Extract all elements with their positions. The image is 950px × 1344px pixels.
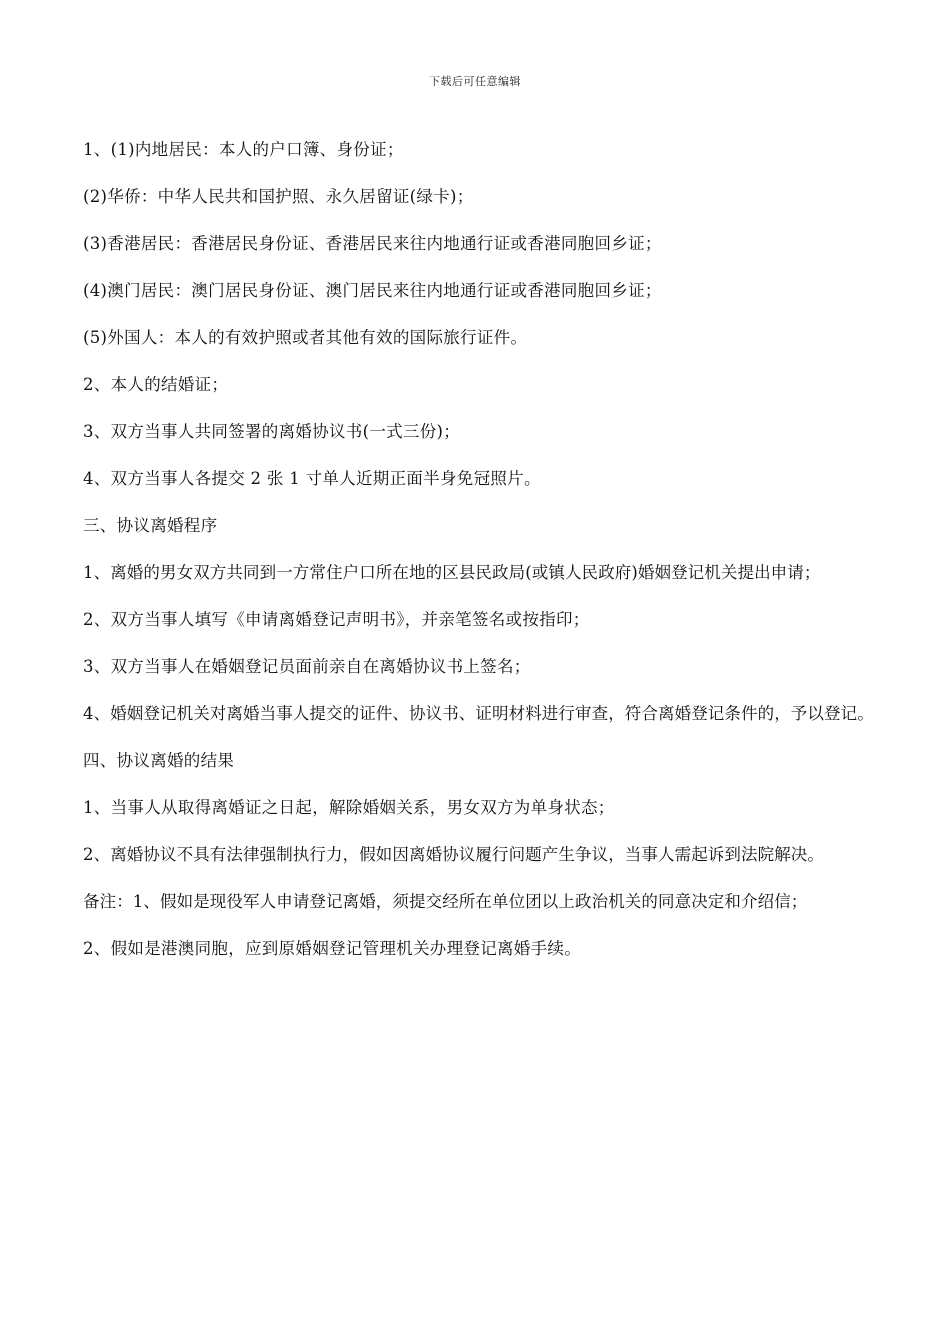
paragraph-result-enforcement: 2、离婚协议不具有法律强制执行力，假如因离婚协议履行问题产生争议，当事人需起诉到法院解决。 <box>83 845 824 864</box>
paragraph-note-military: 备注：1、假如是现役军人申请登记离婚，须提交经所在单位团以上政治机关的同意决定和介绍信； <box>83 892 808 911</box>
paragraph-procedure-apply: 1、离婚的男女双方共同到一方常住户口所在地的区县民政局(或镇人民政府)婚姻登记机关提出申请； <box>83 563 821 582</box>
paragraph-id-hongkong: (3)香港居民：香港居民身份证、香港居民来往内地通行证或香港同胞回乡证； <box>83 234 662 253</box>
section-heading-procedure: 三、协议离婚程序 <box>83 516 218 535</box>
paragraph-id-overseas-chinese: (2)华侨：中华人民共和国护照、永久居留证(绿卡)； <box>83 187 474 206</box>
section-heading-result: 四、协议离婚的结果 <box>83 751 235 770</box>
paragraph-procedure-review: 4、婚姻登记机关对离婚当事人提交的证件、协议书、证明材料进行审查，符合离婚登记条件的，予以登记。 <box>83 704 874 723</box>
paragraph-id-macau: (4)澳门居民：澳门居民身份证、澳门居民来往内地通行证或香港同胞回乡证； <box>83 281 662 300</box>
paragraph-id-foreigner: (5)外国人：本人的有效护照或者其他有效的国际旅行证件。 <box>83 328 528 347</box>
paragraph-procedure-declaration: 2、双方当事人填写《申请离婚登记声明书》，并亲笔签名或按指印； <box>83 610 590 629</box>
paragraph-procedure-sign: 3、双方当事人在婚姻登记员面前亲自在离婚协议书上签名； <box>83 657 531 676</box>
paragraph-note-hk-macau: 2、假如是港澳同胞，应到原婚姻登记管理机关办理登记离婚手续。 <box>83 939 581 958</box>
paragraph-photos: 4、双方当事人各提交 2 张 1 寸单人近期正面半身免冠照片。 <box>83 469 541 488</box>
paragraph-marriage-certificate: 2、本人的结婚证； <box>83 375 229 394</box>
header-note: 下载后可任意编辑 <box>429 75 521 88</box>
document-body <box>50 135 908 981</box>
paragraph-id-mainland: 1、(1)内地居民：本人的户口簿、身份证； <box>83 140 404 159</box>
paragraph-result-single: 1、当事人从取得离婚证之日起，解除婚姻关系，男女双方为单身状态； <box>83 798 615 817</box>
paragraph-divorce-agreement: 3、双方当事人共同签署的离婚协议书(一式三份)； <box>83 422 461 441</box>
